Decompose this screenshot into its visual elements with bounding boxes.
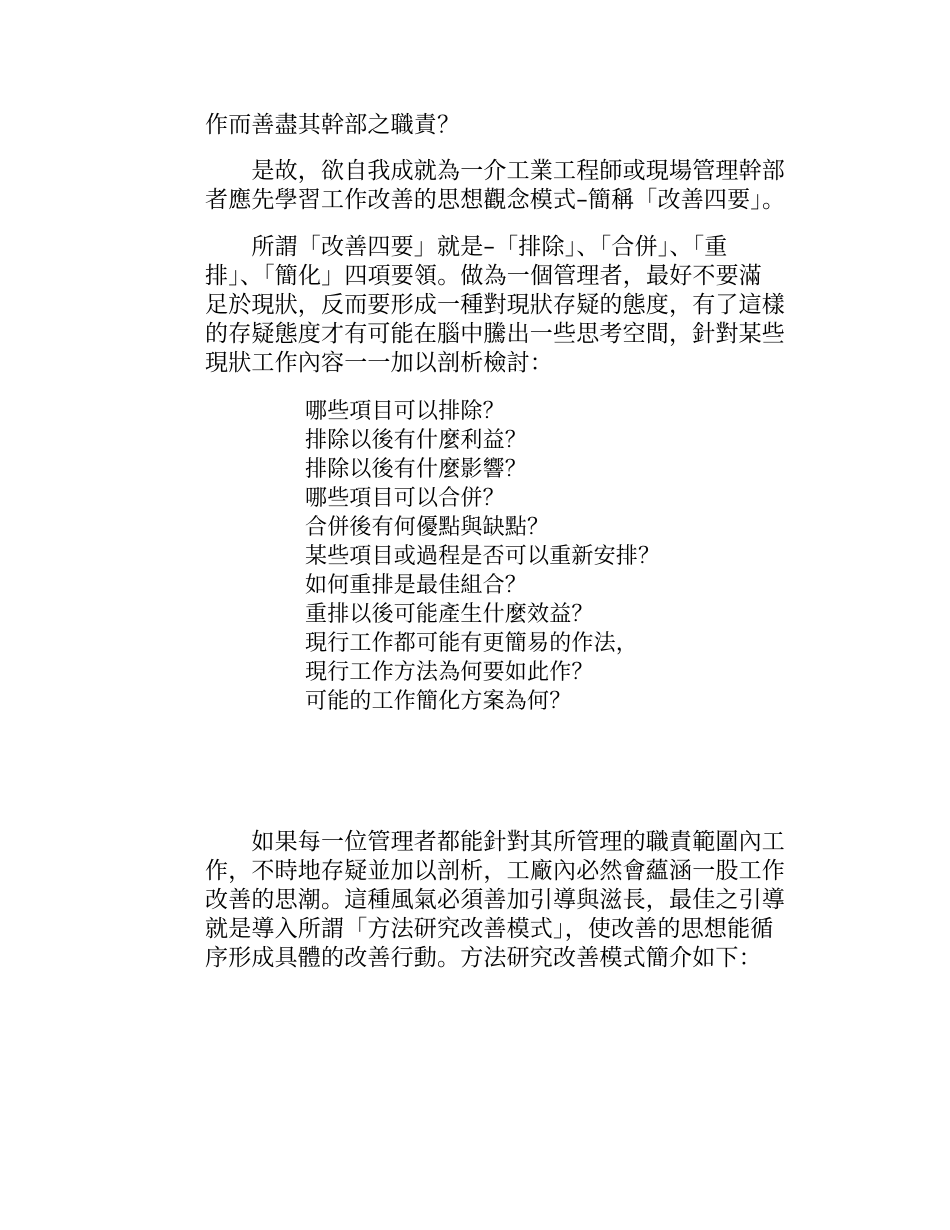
- paragraph-2-line: 排」、「簡化」四項要領。做為一個管理者，最好不要滿: [205, 263, 762, 289]
- paragraph-1-line: 者應先學習工作改善的思想觀念模式–簡稱「改善四要」。: [205, 187, 786, 213]
- question-item: 哪些項目可以排除？: [305, 399, 505, 424]
- intro-line: 作而善盡其幹部之職責？: [205, 112, 461, 138]
- question-item: 如何重排是最佳組合？: [305, 573, 528, 598]
- question-item: 現行工作方法為何要如此作？: [305, 660, 594, 685]
- paragraph-3-line: 作，不時地存疑並加以剖析，工廠內必然會蘊涵一股工作: [205, 858, 785, 884]
- question-item: 排除以後有什麼影響？: [305, 457, 528, 482]
- question-item: 某些項目或過程是否可以重新安排？: [305, 544, 661, 569]
- paragraph-1-line: 是故，欲自我成就為一介工業工程師或現場管理幹部: [205, 158, 785, 184]
- question-item: 現行工作都可能有更簡易的作法，: [305, 631, 639, 656]
- paragraph-2-line: 足於現狀，反而要形成一種對現狀存疑的態度，有了這樣: [205, 292, 785, 318]
- question-item: 排除以後有什麼利益？: [305, 428, 528, 453]
- paragraph-3-line: 序形成具體的改善行動。方法研究改善模式簡介如下：: [205, 945, 762, 971]
- question-item: 重排以後可能產生什麼效益？: [305, 602, 594, 627]
- paragraph-2-line: 的存疑態度才有可能在腦中騰出一些思考空間，針對某些: [205, 321, 785, 347]
- paragraph-2-line: 現狀工作內容一一加以剖析檢討：: [205, 350, 553, 376]
- paragraph-3-line: 就是導入所謂「方法研究改善模式」，使改善的思想能循: [205, 916, 774, 942]
- paragraph-3-line: 如果每一位管理者都能針對其所管理的職責範圍內工: [205, 829, 785, 855]
- question-item: 合併後有何優點與缺點？: [305, 515, 550, 540]
- paragraph-3-line: 改善的思潮。這種風氣必須善加引導與滋長，最佳之引導: [205, 887, 785, 913]
- paragraph-2-line: 所謂「改善四要」就是–「排除」、「合併」、「重: [205, 234, 728, 260]
- question-item: 可能的工作簡化方案為何？: [305, 689, 572, 714]
- question-item: 哪些項目可以合併？: [305, 486, 505, 511]
